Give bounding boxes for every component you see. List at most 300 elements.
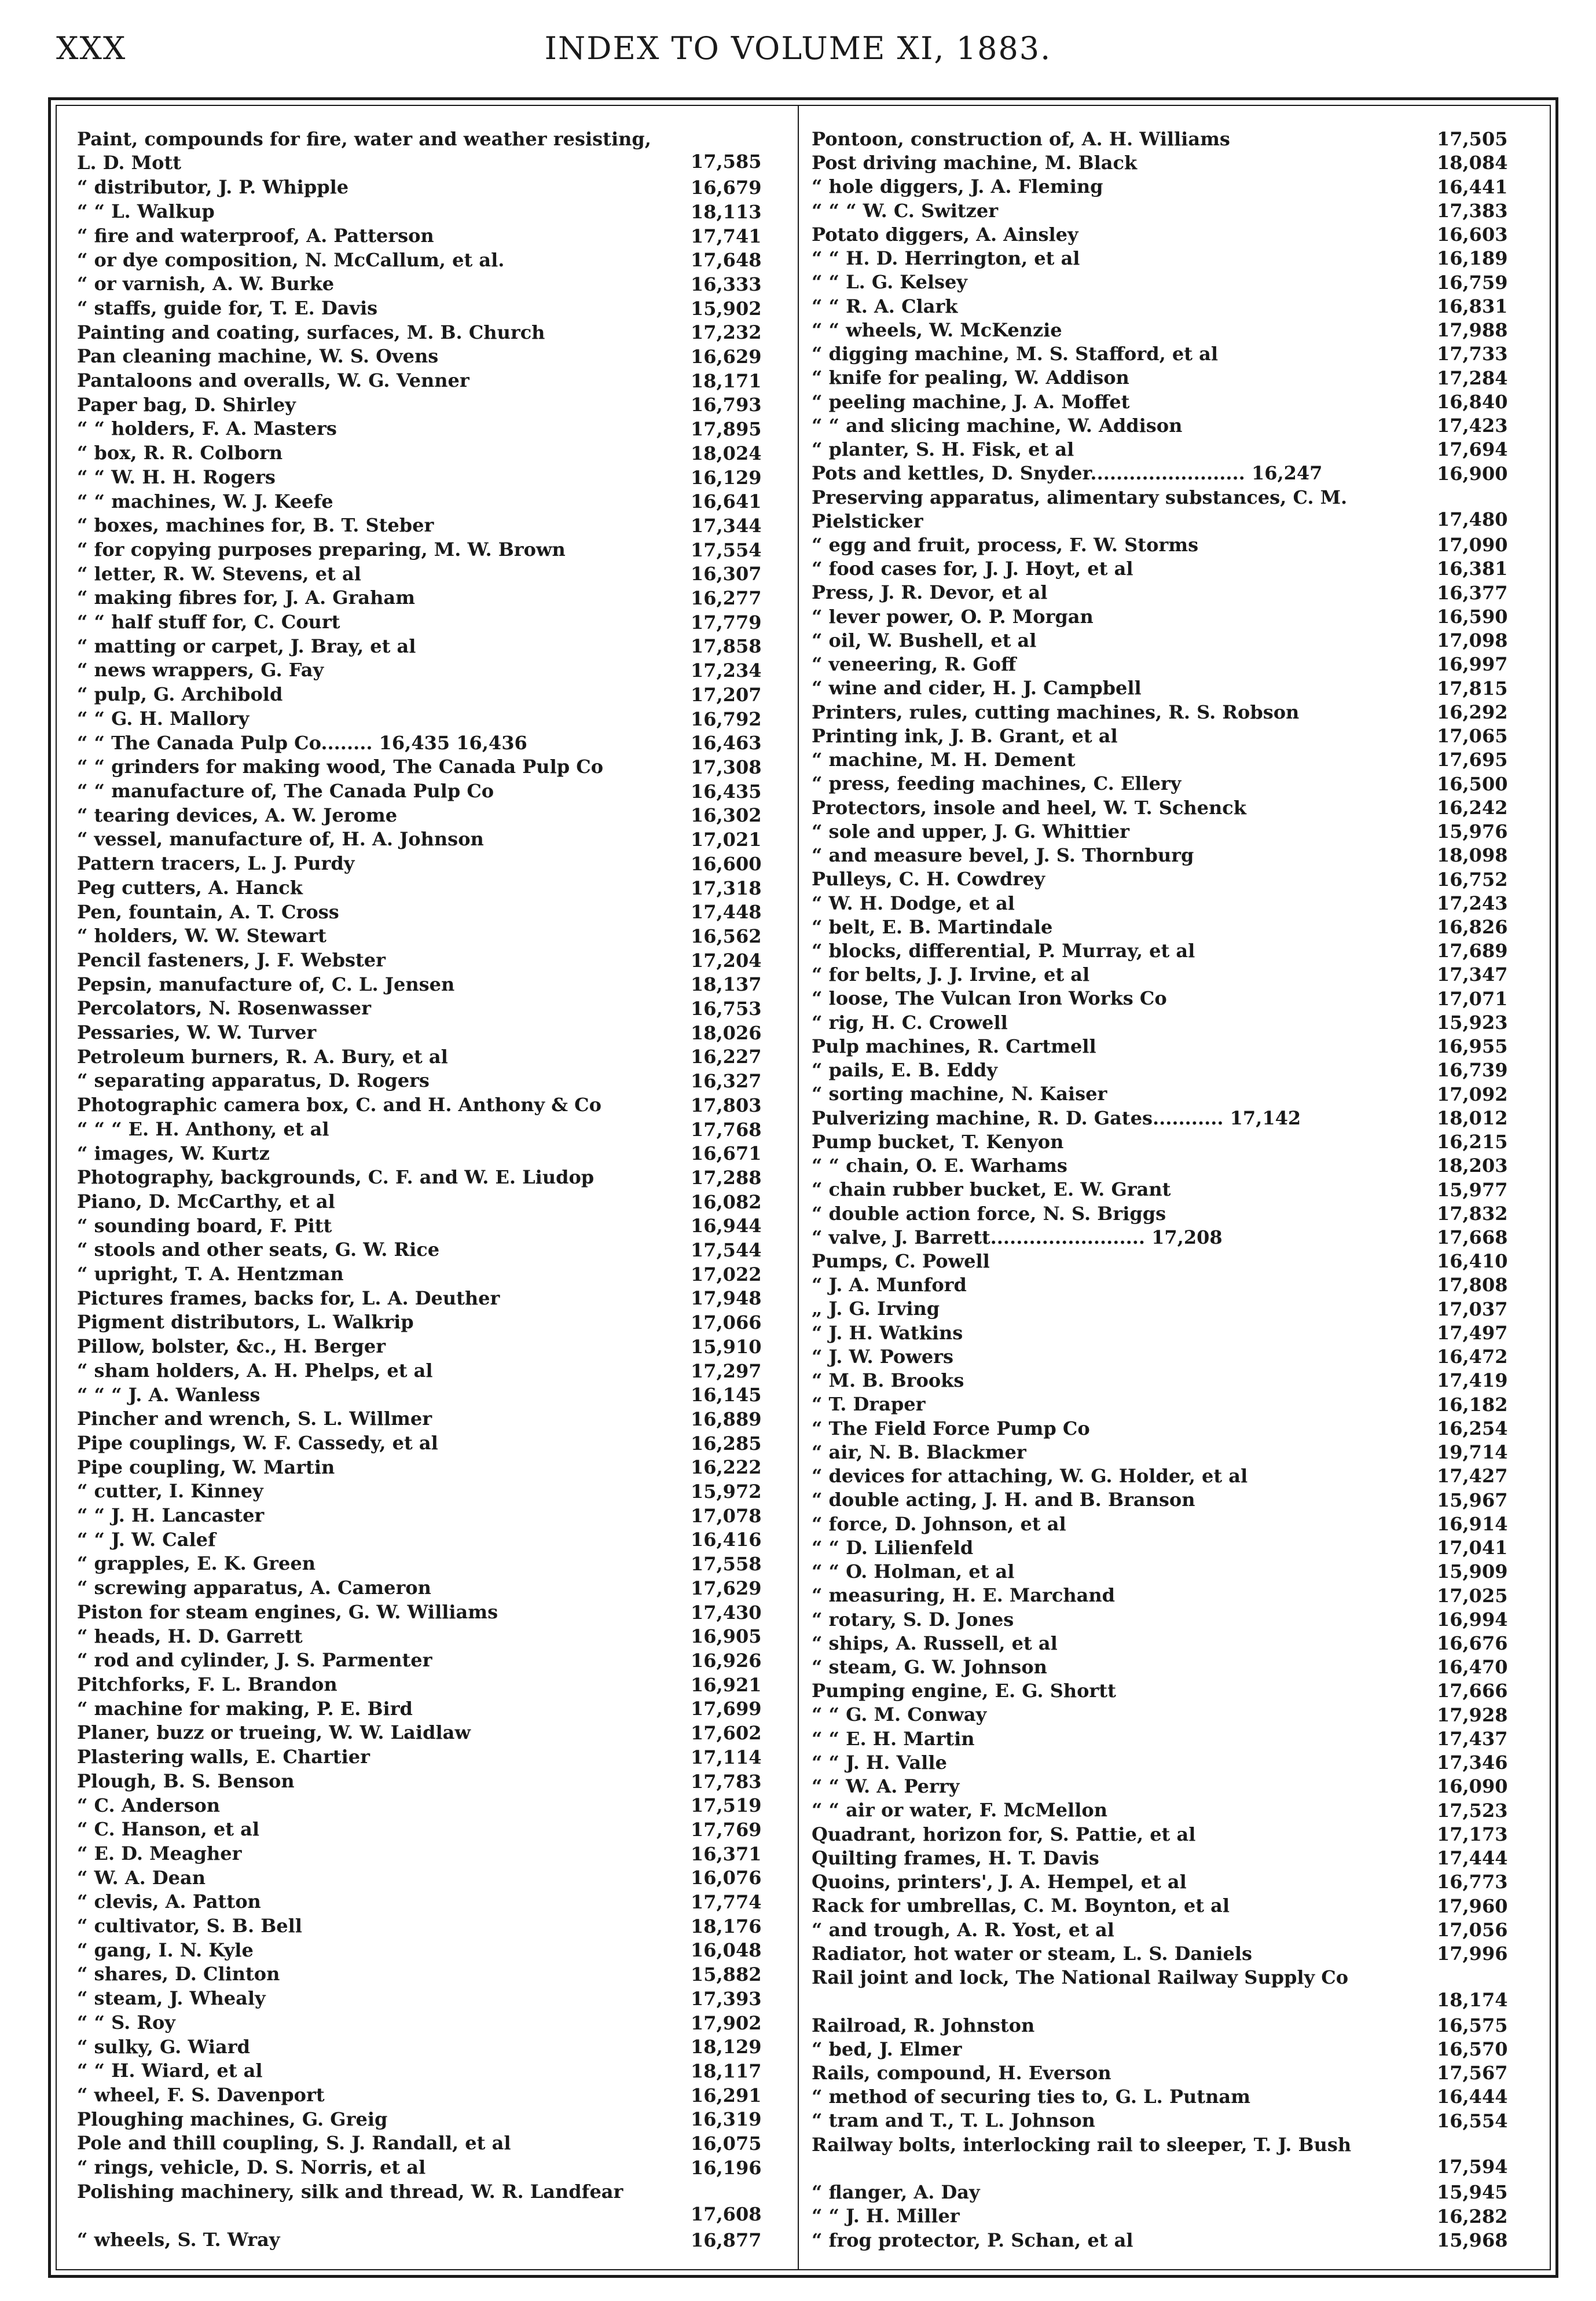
entry-text: “ bed, J. Elmer — [812, 2038, 962, 2060]
entry-text: “ “ air or water, F. McMellon — [812, 1799, 1107, 1822]
index-entry — [77, 538, 783, 562]
entry-text: “ cultivator, S. B. Bell — [77, 1915, 302, 1937]
index-entry — [812, 199, 1529, 223]
entry-text: Percolators, N. Rosenwasser — [77, 997, 372, 1020]
patent-number: 16,470 — [1437, 1656, 1508, 1679]
entry-text: Rails, compound, H. Everson — [812, 2061, 1111, 2084]
patent-number: 15,945 — [1437, 2181, 1508, 2204]
entry-text: “ “ “ E. H. Anthony, et al — [77, 1117, 329, 1140]
index-entry — [77, 827, 783, 852]
entry-text: Quilting frames, H. T. Davis — [812, 1846, 1099, 1869]
index-entry — [77, 1117, 783, 1142]
patent-number: 17,695 — [1437, 749, 1508, 771]
patent-number: 17,444 — [1437, 1847, 1508, 1870]
entry-text: “ C. Anderson — [77, 1794, 221, 1816]
patent-number: 16,381 — [1437, 558, 1508, 580]
patent-number: 16,739 — [1437, 1059, 1508, 1082]
patent-number: 16,254 — [1437, 1417, 1508, 1439]
index-entry — [812, 987, 1529, 1010]
entry-text: “ rings, vehicle, D. S. Norris, et al — [77, 2156, 426, 2179]
patent-number: 17,689 — [1437, 940, 1508, 962]
index-entry — [812, 1441, 1529, 1464]
patent-number: 16,145 — [691, 1384, 762, 1406]
entry-text: “ sounding board, F. Pitt — [77, 1214, 332, 1237]
entry-text: “ T. Draper — [812, 1393, 926, 1416]
patent-number: 17,234 — [691, 659, 762, 682]
patent-number: 16,877 — [691, 2229, 762, 2251]
patent-number: 16,242 — [1437, 796, 1508, 819]
index-entry — [77, 1769, 783, 1794]
patent-number: 17,025 — [1437, 1584, 1508, 1607]
index-column-right — [812, 127, 1529, 2252]
patent-number: 17,769 — [691, 1818, 762, 1841]
patent-number: 16,277 — [691, 587, 762, 610]
entry-text: “ heads, H. D. Garrett — [77, 1625, 303, 1647]
entry-text: Potato diggers, A. Ainsley — [812, 223, 1078, 246]
entry-text: Quoins, printers', J. A. Hempel, et al — [812, 1871, 1187, 1893]
entry-text: “ egg and fruit, process, F. W. Storms — [812, 533, 1199, 556]
entry-text: Railroad, R. Johnston — [812, 2014, 1035, 2036]
column-divider — [798, 106, 799, 2269]
patent-number: 17,090 — [1437, 534, 1508, 556]
entry-text: “ “ “ J. A. Wanless — [77, 1383, 261, 1406]
entry-text: “ rod and cylinder, J. S. Parmenter — [77, 1649, 432, 1672]
entry-text: “ “ J. H. Miller — [812, 2205, 960, 2227]
patent-number: 17,383 — [1437, 199, 1508, 222]
index-entry — [77, 1262, 783, 1287]
patent-number: 17,519 — [691, 1794, 762, 1817]
entry-text: “ knife for pealing, W. Addison — [812, 367, 1129, 389]
index-entry — [77, 1697, 783, 1721]
entry-text: “ “ grinders for making wood, The Canada Pulp Co — [77, 756, 604, 778]
patent-number: 17,741 — [691, 225, 762, 247]
patent-number: 17,098 — [1437, 629, 1508, 652]
patent-number: 16,792 — [691, 708, 762, 730]
index-entry — [812, 963, 1529, 987]
index-entry — [812, 1608, 1529, 1632]
patent-number: 16,333 — [691, 273, 762, 295]
patent-number: 17,347 — [1437, 963, 1508, 986]
index-entry — [77, 1794, 783, 1818]
index-entry — [77, 1021, 783, 1045]
entry-text: Pump bucket, T. Kenyon — [812, 1130, 1064, 1153]
index-entry — [812, 1798, 1529, 1822]
index-entry — [812, 1011, 1529, 1035]
index-entry — [812, 1464, 1529, 1488]
entry-text: “ upright, T. A. Hentzman — [77, 1263, 344, 1285]
index-entry — [812, 1273, 1529, 1297]
index-entry — [812, 1870, 1529, 1894]
patent-number: 17,666 — [1437, 1680, 1508, 1702]
entry-text: Pontoon, construction of, A. H. Williams — [812, 128, 1230, 150]
entry-text: “ rotary, S. D. Jones — [812, 1608, 1014, 1631]
entry-text: “ sham holders, A. H. Phelps, et al — [77, 1359, 433, 1382]
entry-text: “ frog protector, P. Schan, et al — [812, 2229, 1133, 2251]
entry-text: Peg cutters, A. Hanck — [77, 876, 303, 899]
index-entry — [77, 1456, 783, 1480]
index-entry — [812, 1966, 1529, 2013]
index-entry — [77, 345, 783, 369]
entry-text: Quadrant, horizon for, S. Pattie, et al — [812, 1823, 1196, 1845]
index-entry — [77, 393, 783, 417]
entry-text: “ W. A. Dean — [77, 1866, 206, 1889]
entry-text: Plastering walls, E. Chartier — [77, 1746, 370, 1768]
index-entry — [77, 1190, 783, 1214]
index-entry — [77, 1552, 783, 1576]
entry-text: “ “ J. H. Lancaster — [77, 1504, 265, 1527]
patent-number: 17,858 — [691, 635, 762, 658]
patent-number: 17,041 — [1437, 1537, 1508, 1559]
entry-text: Rail joint and lock, The National Railway Supply Co — [812, 1966, 1349, 1989]
index-entry — [77, 2228, 783, 2252]
index-entry — [77, 2083, 783, 2108]
entry-text: Pulp machines, R. Cartmell — [812, 1035, 1096, 1057]
patent-number: 18,012 — [1437, 1106, 1508, 1129]
patent-number: 16,905 — [691, 1625, 762, 1648]
entry-text: “ distributor, J. P. Whipple — [77, 176, 349, 199]
index-entry — [812, 2061, 1529, 2085]
index-entry — [812, 2038, 1529, 2061]
patent-number: 17,423 — [1437, 415, 1508, 437]
patent-number: 17,585 — [691, 151, 762, 173]
index-entry — [812, 1823, 1529, 1846]
entry-text: Rack for umbrellas, C. M. Boynton, et al — [812, 1895, 1230, 1917]
patent-number: 17,419 — [1437, 1369, 1508, 1392]
patent-number: 16,753 — [691, 998, 762, 1020]
index-entry — [812, 1345, 1529, 1369]
patent-number: 15,972 — [691, 1481, 762, 1503]
index-entry — [77, 1625, 783, 1649]
index-entry — [77, 1335, 783, 1359]
entry-text: “ steam, J. Whealy — [77, 1987, 266, 2010]
index-entry — [77, 1045, 783, 1069]
patent-number: 17,774 — [691, 1891, 762, 1914]
index-entry — [77, 1914, 783, 1939]
index-entry — [812, 1560, 1529, 1584]
patent-number: 16,222 — [691, 1456, 762, 1479]
index-entry — [812, 1632, 1529, 1655]
patent-number: 17,928 — [1437, 1703, 1508, 1726]
patent-number: 16,921 — [691, 1673, 762, 1696]
entry-text: Ploughing machines, G. Greig — [77, 2108, 388, 2130]
index-entry — [812, 342, 1529, 366]
patent-number: 16,302 — [691, 804, 762, 827]
entry-text: “ ships, A. Russell, et al — [812, 1632, 1058, 1654]
entry-text: “ or dye composition, N. McCallum, et al. — [77, 248, 505, 271]
entry-text: “ food cases for, J. J. Hoyt, et al — [812, 558, 1133, 580]
patent-number: 16,327 — [691, 1070, 762, 1093]
index-entry — [77, 852, 783, 876]
entry-text: “ hole diggers, J. A. Fleming — [812, 175, 1103, 198]
patent-number: 17,558 — [691, 1553, 762, 1575]
index-entry — [812, 247, 1529, 270]
patent-number: 17,437 — [1437, 1727, 1508, 1750]
patent-number: 16,076 — [691, 1867, 762, 1889]
entry-text: “ M. B. Brooks — [812, 1369, 964, 1392]
entry-text: “ tearing devices, A. W. Jerome — [77, 804, 398, 826]
entry-text: Press, J. R. Devor, et al — [812, 581, 1048, 604]
patent-number: 17,768 — [691, 1118, 762, 1141]
patent-number: 16,926 — [691, 1650, 762, 1672]
index-entry — [77, 658, 783, 683]
index-entry — [77, 779, 783, 804]
entry-text: “ and trough, A. R. Yost, et al — [812, 1918, 1114, 1941]
patent-number: 17,629 — [691, 1577, 762, 1599]
entry-text: “ planter, S. H. Fisk, et al — [812, 438, 1074, 461]
entry-text: “ machine, M. H. Dement — [812, 749, 1076, 771]
patent-number: 16,914 — [1437, 1512, 1508, 1535]
entry-text: Pipe couplings, W. F. Cassedy, et al — [77, 1431, 438, 1454]
index-entry — [812, 1202, 1529, 1226]
entry-text: Pen, fountain, A. T. Cross — [77, 900, 339, 923]
index-entry — [77, 1214, 783, 1239]
entry-text: “ double acting, J. H. and B. Branson — [812, 1489, 1195, 1511]
entry-text: “ pulp, G. Archibold — [77, 683, 283, 706]
patent-number: 18,171 — [691, 369, 762, 392]
entry-text: “ The Field Force Pump Co — [812, 1417, 1090, 1439]
patent-number: 17,783 — [691, 1770, 762, 1793]
patent-number: 17,694 — [1437, 438, 1508, 461]
patent-number: 17,430 — [691, 1601, 762, 1624]
patent-number: 17,056 — [1437, 1918, 1508, 1941]
index-entry — [812, 557, 1529, 581]
index-entry — [812, 1942, 1529, 1966]
entry-text: Protectors, insole and heel, W. T. Schenck — [812, 796, 1246, 819]
entry-text: “ and measure bevel, J. S. Thornburg — [812, 844, 1194, 867]
patent-number: 17,808 — [1437, 1274, 1508, 1296]
patent-number: 17,021 — [691, 829, 762, 851]
entry-text: Photography, backgrounds, C. F. and W. E. Liudop — [77, 1166, 595, 1189]
index-entry — [812, 1393, 1529, 1416]
index-entry — [812, 1297, 1529, 1321]
entry-text: “ valve, J. Barrett........................ 17,208 — [812, 1226, 1223, 1248]
entry-text: Pepsin, manufacture of, C. L. Jensen — [77, 973, 455, 995]
index-entry — [77, 610, 783, 635]
patent-number: 16,840 — [1437, 390, 1508, 413]
entry-text: “ “ G. M. Conway — [812, 1703, 987, 1726]
index-entry — [812, 892, 1529, 915]
patent-number: 17,207 — [691, 683, 762, 706]
patent-number: 16,291 — [691, 2084, 762, 2106]
patent-number: 16,641 — [691, 490, 762, 513]
entry-text: “ tram and T., T. L. Johnson — [812, 2109, 1095, 2132]
index-entry — [77, 1359, 783, 1383]
patent-number: 15,977 — [1437, 1178, 1508, 1201]
patent-number: 16,562 — [691, 925, 762, 947]
patent-number: 17,948 — [691, 1287, 762, 1310]
entry-text: “ C. Hanson, et al — [77, 1818, 260, 1841]
index-entry — [77, 1166, 783, 1190]
index-entry — [77, 417, 783, 441]
patent-number: 17,448 — [691, 901, 762, 924]
index-entry — [812, 1488, 1529, 1512]
entry-text: “ oil, W. Bushell, et al — [812, 629, 1037, 651]
entry-text: “ sulky, G. Wiard — [77, 2035, 250, 2058]
index-entry — [77, 1866, 783, 1890]
entry-text: “ lever power, O. P. Morgan — [812, 605, 1094, 628]
entry-text: “ for belts, J. J. Irvine, et al — [812, 963, 1090, 986]
entry-text: “ “ “ W. C. Switzer — [812, 199, 999, 222]
patent-number: 17,078 — [691, 1504, 762, 1527]
patent-number: 18,024 — [691, 442, 762, 464]
patent-number: 18,174 — [1437, 1988, 1508, 2011]
entry-text: “ gang, I. N. Kyle — [77, 1939, 254, 1961]
patent-number: 16,793 — [691, 394, 762, 416]
index-entry — [812, 414, 1529, 438]
entry-text: “ sorting machine, N. Kaiser — [812, 1083, 1107, 1105]
index-entry — [77, 127, 783, 175]
patent-number: 18,137 — [691, 973, 762, 996]
entry-text: Pincher and wrench, S. L. Willmer — [77, 1408, 432, 1430]
index-entry — [812, 1130, 1529, 1154]
index-entry — [812, 1369, 1529, 1393]
entry-text: “ screwing apparatus, A. Cameron — [77, 1577, 431, 1599]
entry-text: “ clevis, A. Patton — [77, 1890, 261, 1913]
patent-number: 17,988 — [1437, 319, 1508, 342]
patent-number: 17,037 — [1437, 1298, 1508, 1320]
patent-number: 15,909 — [1437, 1560, 1508, 1583]
entry-text: “ W. H. Dodge, et al — [812, 892, 1015, 914]
index-entry — [812, 820, 1529, 844]
index-entry — [77, 731, 783, 756]
patent-number: 16,590 — [1437, 605, 1508, 628]
entry-text: “ “ half stuff for, C. Court — [77, 611, 340, 633]
index-entry — [812, 772, 1529, 796]
index-entry — [77, 1648, 783, 1673]
patent-number: 16,676 — [1437, 1632, 1508, 1654]
entry-text: “ peeling machine, J. A. Moffet — [812, 390, 1130, 413]
entry-text: “ “ O. Holman, et al — [812, 1560, 1015, 1583]
entry-text: “ “ The Canada Pulp Co........ 16,435 16,436 — [77, 731, 527, 754]
patent-number: 15,902 — [691, 297, 762, 320]
patent-number: 16,215 — [1437, 1131, 1508, 1153]
page-title: INDEX TO VOLUME XI, 1883. — [544, 30, 1052, 67]
patent-number: 16,189 — [1437, 247, 1508, 270]
patent-number: 17,288 — [691, 1166, 762, 1189]
entry-text: Pitchforks, F. L. Brandon — [77, 1673, 337, 1695]
entry-text: “ “ R. A. Clark — [812, 295, 958, 317]
patent-number: 18,098 — [1437, 844, 1508, 867]
index-entry — [77, 1479, 783, 1504]
index-entry — [77, 635, 783, 659]
index-entry — [77, 466, 783, 490]
entry-text: “ wheels, S. T. Wray — [77, 2229, 280, 2251]
patent-number: 17,996 — [1437, 1943, 1508, 1965]
entry-text: Pulverizing machine, R. D. Gates........... 17,142 — [812, 1106, 1301, 1129]
entry-text: “ measuring, H. E. Marchand — [812, 1584, 1116, 1607]
index-entry — [77, 2180, 783, 2228]
entry-text: “ “ machines, W. J. Keefe — [77, 490, 333, 512]
patent-number: 17,022 — [691, 1263, 762, 1285]
entry-text: “ “ G. H. Mallory — [77, 707, 250, 730]
patent-number: 18,176 — [691, 1915, 762, 1937]
patent-number: 16,997 — [1437, 653, 1508, 676]
index-entry — [812, 867, 1529, 891]
index-entry — [77, 924, 783, 948]
index-entry — [77, 1962, 783, 1987]
entry-text: “ chain rubber bucket, E. W. Grant — [812, 1178, 1171, 1201]
patent-number: 16,955 — [1437, 1035, 1508, 1058]
index-entry — [812, 844, 1529, 867]
entry-text: “ or varnish, A. W. Burke — [77, 273, 335, 295]
index-entry — [812, 270, 1529, 294]
entry-text: “ veneering, R. Goff — [812, 653, 1017, 676]
patent-number: 16,773 — [1437, 1871, 1508, 1893]
index-entry — [812, 1775, 1529, 1798]
index-entry — [812, 1655, 1529, 1679]
patent-number: 17,232 — [691, 321, 762, 344]
entry-text: “ blocks, differential, P. Murray, et al — [812, 939, 1195, 962]
index-entry — [77, 1673, 783, 1697]
entry-text: “ “ S. Roy — [77, 2011, 175, 2033]
index-entry — [812, 2181, 1529, 2204]
entry-text: Post driving machine, M. Black — [812, 152, 1138, 174]
patent-number: 17,960 — [1437, 1895, 1508, 1917]
entry-text: “ making fibres for, J. A. Graham — [77, 587, 416, 609]
index-entry — [77, 2131, 783, 2156]
patent-number: 18,084 — [1437, 152, 1508, 174]
entry-text: “ vessel, manufacture of, H. A. Johnson — [77, 828, 484, 851]
patent-number: 17,344 — [691, 514, 762, 537]
patent-number: 16,227 — [691, 1046, 762, 1068]
index-entry — [812, 1846, 1529, 1870]
patent-number: 16,196 — [691, 2156, 762, 2179]
patent-number: 15,882 — [691, 1963, 762, 1986]
entry-text: “ staffs, guide for, T. E. Davis — [77, 296, 378, 319]
index-entry — [77, 1939, 783, 1963]
index-entry — [812, 1417, 1529, 1441]
entry-text: Pessaries, W. W. Turver — [77, 1021, 317, 1044]
patent-number: 17,065 — [1437, 725, 1508, 748]
patent-number: 17,544 — [691, 1239, 762, 1262]
patent-number: 16,410 — [1437, 1250, 1508, 1273]
entry-text: Pillow, bolster, &c., H. Berger — [77, 1335, 386, 1358]
patent-number: 18,117 — [691, 2060, 762, 2082]
index-entry — [812, 366, 1529, 390]
index-entry — [77, 1987, 783, 2011]
entry-text: “ rig, H. C. Crowell — [812, 1011, 1008, 1034]
index-entry — [812, 486, 1529, 533]
entry-text: “ letter, R. W. Stevens, et al — [77, 562, 361, 585]
index-entry — [812, 581, 1529, 604]
index-entry — [77, 1528, 783, 1552]
index-entry — [77, 175, 783, 200]
entry-text: Piston for steam engines, G. W. Williams — [77, 1600, 498, 1623]
entry-text: Pipe coupling, W. Martin — [77, 1456, 335, 1478]
entry-text: “ “ wheels, W. McKenzie — [812, 318, 1062, 341]
index-entry — [812, 1321, 1529, 1345]
patent-number: 17,699 — [691, 1698, 762, 1720]
index-entry — [812, 796, 1529, 820]
patent-number: 16,371 — [691, 1842, 762, 1865]
entry-text: “ “ D. Lilienfeld — [812, 1536, 974, 1559]
index-entry — [77, 2011, 783, 2035]
entry-text: “ steam, G. W. Johnson — [812, 1656, 1047, 1678]
index-entry — [77, 296, 783, 321]
entry-text: “ air, N. B. Blackmer — [812, 1441, 1026, 1463]
index-entry — [812, 939, 1529, 963]
index-entry — [77, 755, 783, 779]
patent-number: 17,497 — [1437, 1321, 1508, 1344]
index-entry — [77, 683, 783, 707]
patent-number: 17,204 — [691, 949, 762, 972]
entry-text: Paint, compounds for fire, water and weather resisting, L. D. Mott — [77, 128, 651, 174]
entry-text: “ “ J. W. Calef — [77, 1528, 216, 1551]
patent-number: 18,113 — [691, 200, 762, 223]
index-entry — [77, 200, 783, 224]
entry-text: “ E. D. Meagher — [77, 1842, 242, 1864]
index-entry — [77, 1842, 783, 1866]
